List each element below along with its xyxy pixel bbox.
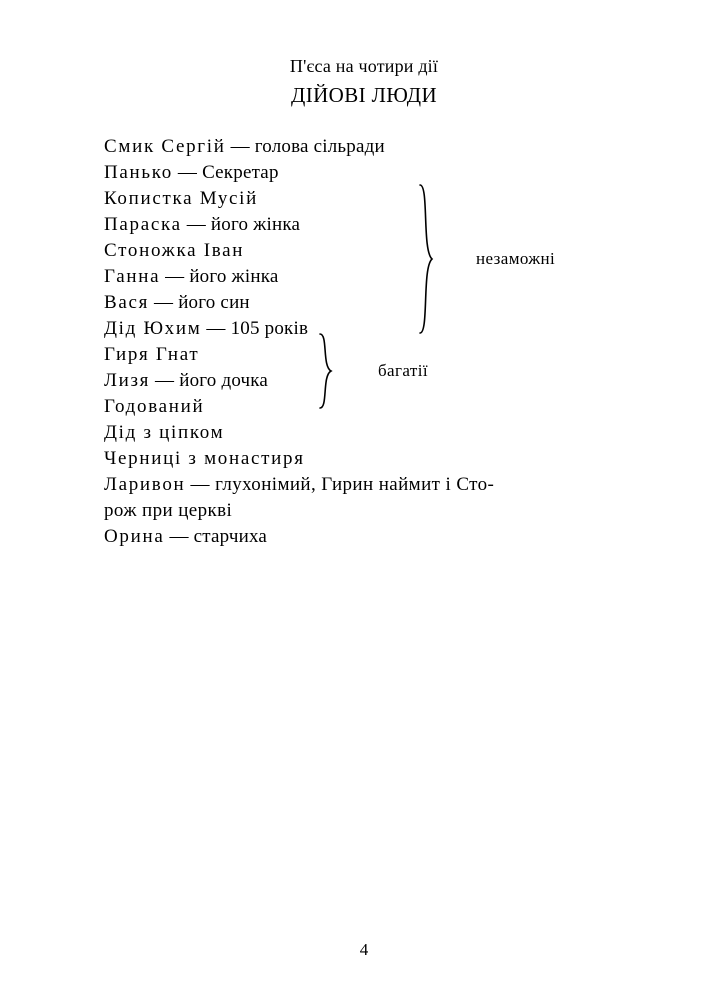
brace-rich-group bbox=[318, 333, 338, 409]
cast-list bbox=[104, 134, 664, 550]
character-desc: — голова сільради bbox=[225, 136, 385, 157]
character-desc: — його дочка bbox=[150, 370, 269, 391]
list-item bbox=[104, 160, 664, 186]
character-desc: — його жінка bbox=[160, 266, 279, 287]
character-name: Вася bbox=[104, 292, 150, 313]
list-item bbox=[104, 394, 664, 420]
list-item bbox=[104, 264, 664, 290]
list-item bbox=[104, 420, 664, 446]
character-desc: — глухонімий, Гирин наймит і Сто- bbox=[185, 474, 495, 495]
list-item bbox=[104, 472, 664, 498]
character-name: Черниці з монастиря bbox=[104, 448, 305, 469]
character-name: Гиря Гнат bbox=[104, 344, 200, 365]
character-desc: — старчиха bbox=[164, 526, 268, 547]
character-name: Лизя bbox=[104, 370, 151, 391]
list-item-continuation: рож при церкві bbox=[104, 500, 233, 521]
list-item bbox=[104, 186, 664, 212]
character-name: Копистка Мусій bbox=[104, 188, 259, 209]
group-label-poor: незаможні bbox=[476, 249, 556, 268]
character-name: Дід Юхим bbox=[104, 318, 202, 339]
character-name: Стоножка Іван bbox=[104, 240, 245, 261]
list-item bbox=[104, 134, 664, 160]
character-name: Ганна bbox=[104, 266, 161, 287]
brace-poor-group bbox=[418, 184, 440, 334]
page-header bbox=[0, 56, 728, 108]
group-label-rich: багатії bbox=[378, 361, 428, 380]
character-desc: — 105 років bbox=[201, 318, 309, 339]
character-desc: — його жінка bbox=[181, 214, 301, 235]
page-number: 4 bbox=[359, 940, 369, 959]
character-name: Ларивон bbox=[104, 474, 186, 495]
character-name: Дід з ціпком bbox=[104, 422, 225, 443]
list-item bbox=[104, 524, 664, 550]
play-subtitle: П'єса на чотири дії bbox=[289, 56, 439, 76]
character-desc: — Секретар bbox=[172, 162, 279, 183]
character-name: Параска bbox=[104, 214, 182, 235]
list-item bbox=[104, 446, 664, 472]
list-item bbox=[104, 212, 664, 238]
list-item bbox=[104, 290, 664, 316]
character-name: Годований bbox=[104, 396, 205, 417]
character-name: Орина bbox=[104, 526, 165, 547]
character-name: Смик Сергій bbox=[104, 136, 226, 157]
character-desc: — його син bbox=[149, 292, 250, 313]
page-title: ДІЙОВІ ЛЮДИ bbox=[290, 83, 438, 107]
character-name: Панько bbox=[104, 162, 173, 183]
list-item bbox=[104, 316, 664, 342]
list-item bbox=[104, 238, 664, 264]
